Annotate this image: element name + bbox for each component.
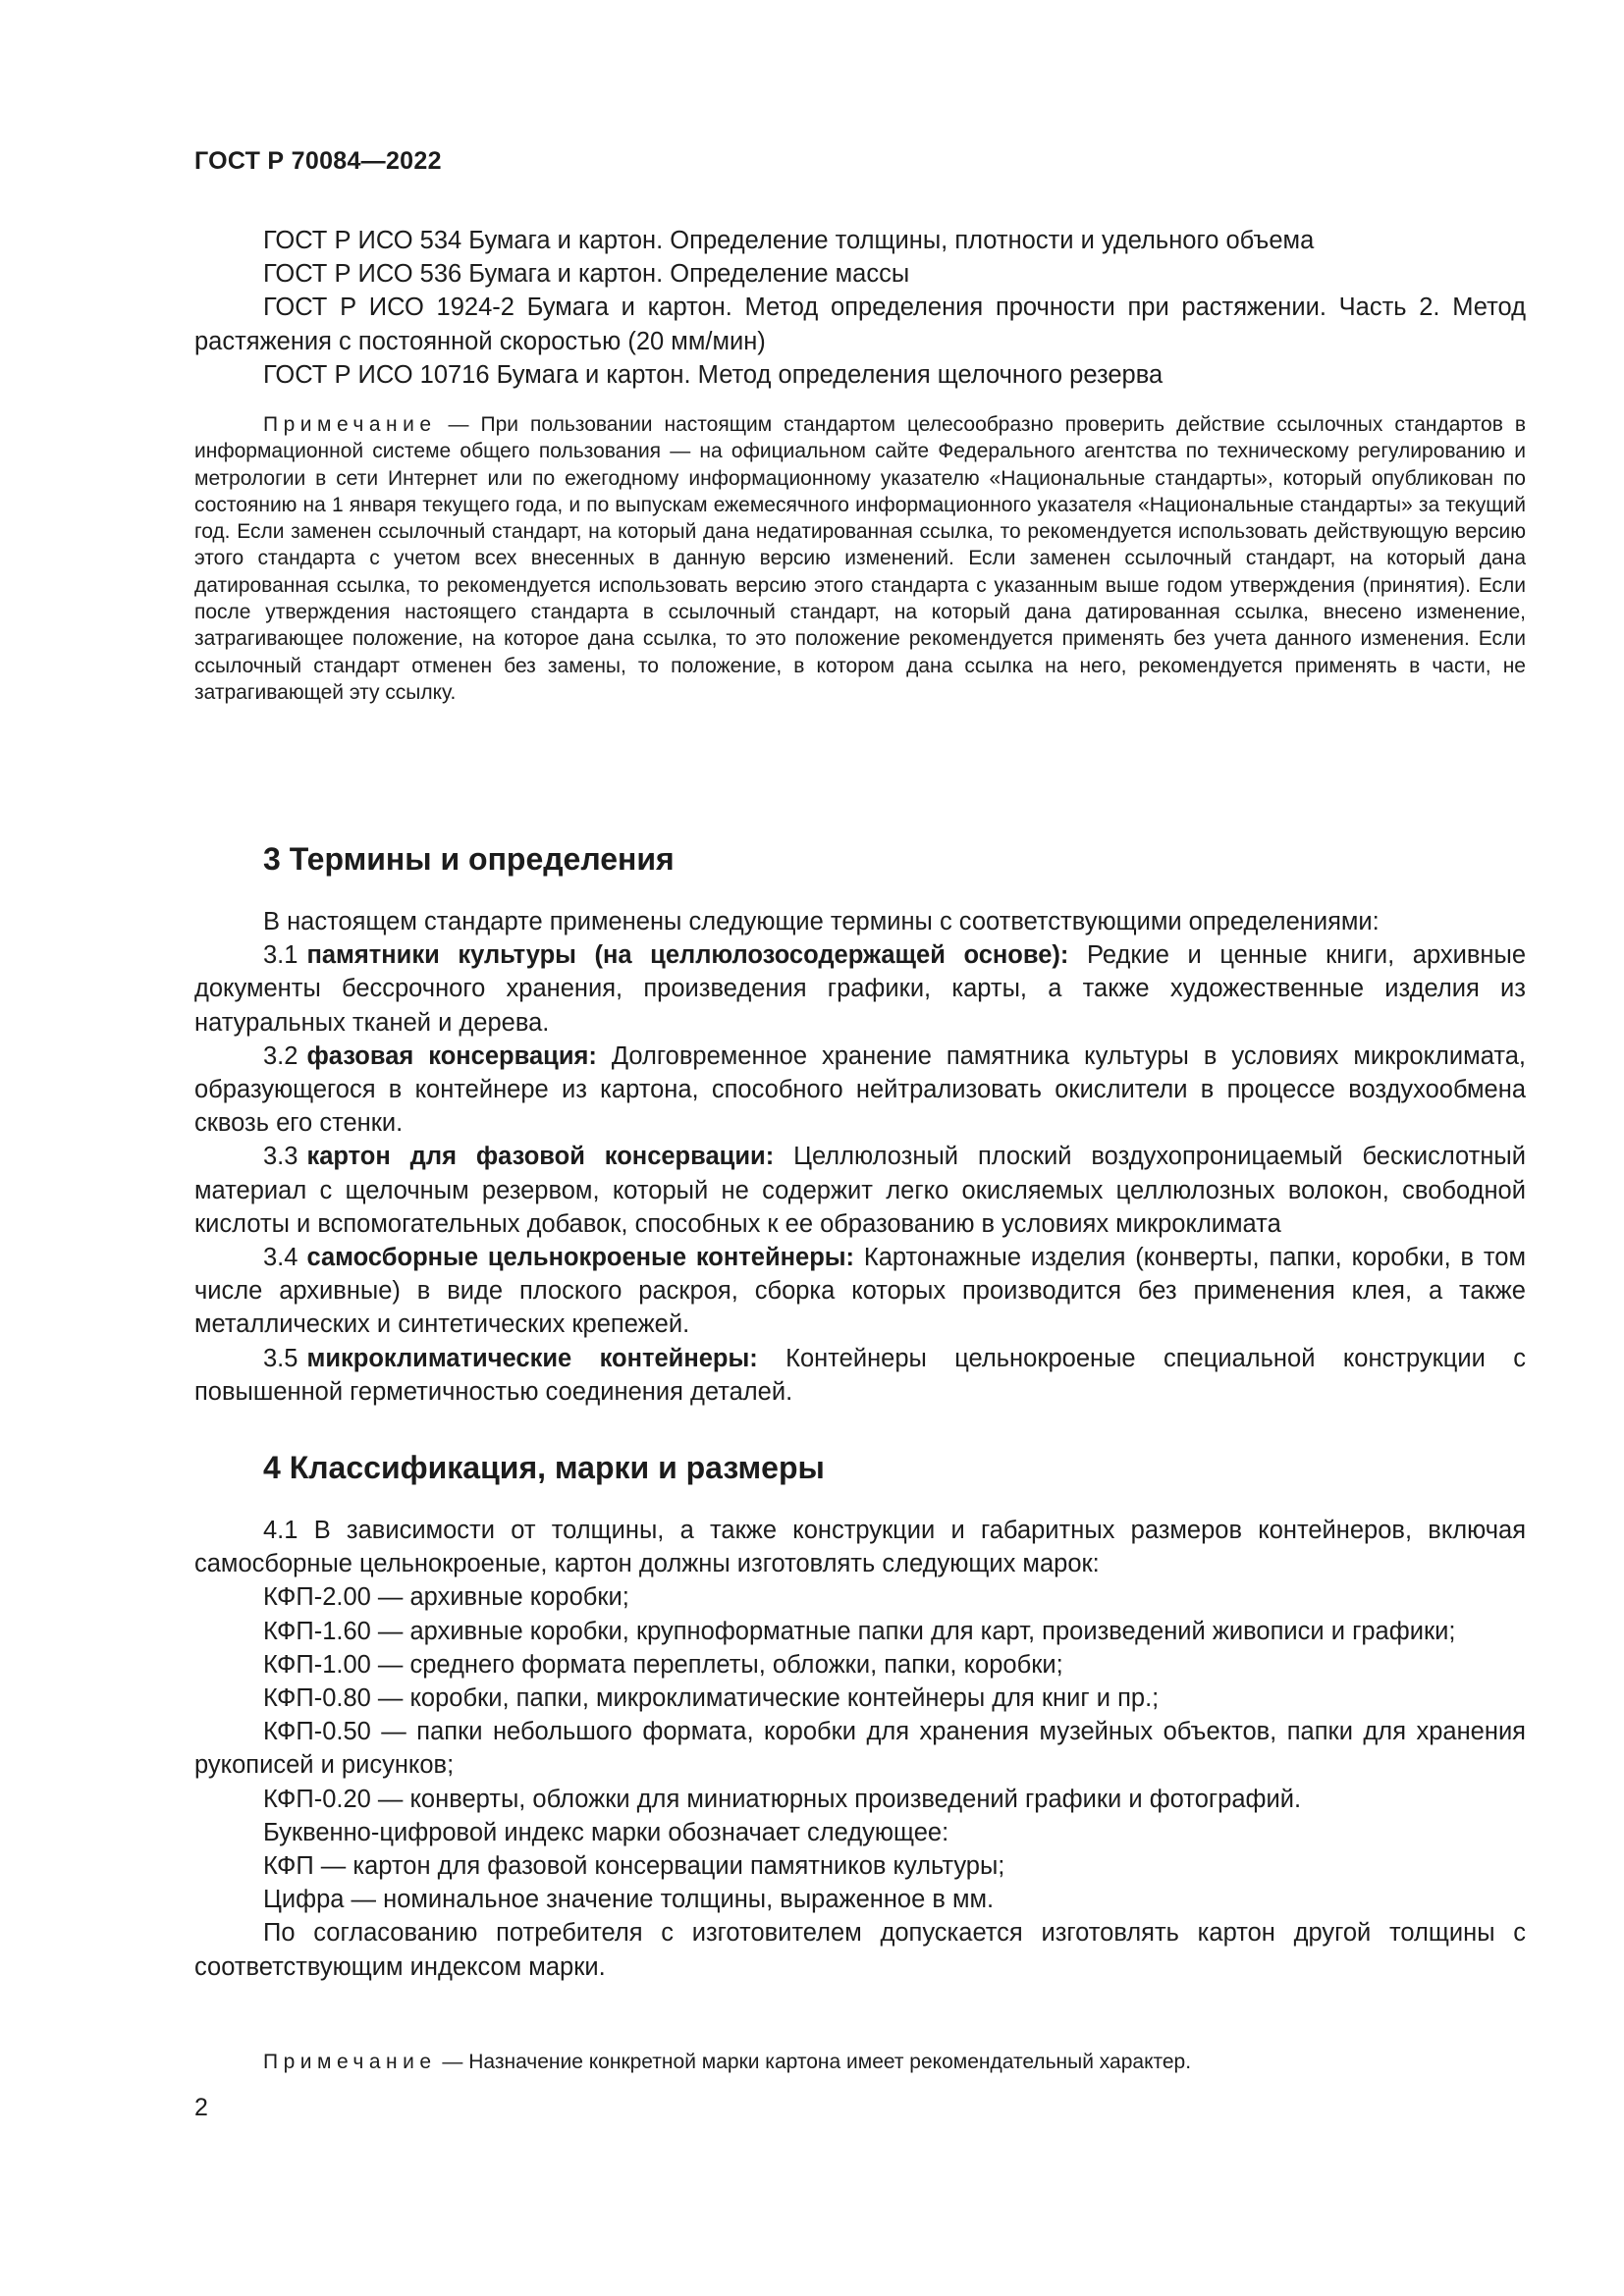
section-4-paragraph: По согласованию потребителя с изготовителем допускается изготовлять картон другой толщины с соответствующим индексом марки. [194,1919,1526,1981]
reference-item: ГОСТ Р ИСО 1924-2 Бумага и картон. Метод определения прочности при растяжении. Часть 2. Метод растяжения с постоянной скоростью (20 мм/мин) [194,294,1526,355]
note-text: — Назначение конкретной марки картона имеет рекомендательный характер. [436,2051,1192,2073]
section-4-title: 4 Классификация, марки и размеры [263,1450,825,1485]
grade-item: КФП-1.60 — архивные коробки, крупноформатные папки для карт, произведений живописи и графики; [263,1617,1456,1645]
section-3-body [194,905,1526,1409]
section-3-title: 3 Термины и определения [263,841,675,877]
grade-item: КФП-2.00 — архивные коробки; [263,1583,629,1612]
section-3-intro: В настоящем стандарте применены следующие термины с соответствующими определениями: [263,908,1380,935]
reference-item: ГОСТ Р ИСО 536 Бумага и картон. Определение массы [263,260,910,289]
note-text: — При пользовании настоящим стандартом целесообразно проверить действие ссылочных стандартов в информационной системе общего пользования — на официальном сайте Федерального агентства по техническому регулированию и метрологии в сети Интернет или по ежегодному информационному указателю «Национальные стандарты», который опубликован по состоянию на 1 января текущего года, и по выпускам ежемесячного информационного указателя «Национальные стандарты» за текущий год. Если заменен ссылочный стандарт, на который дана недатированная ссылка, то рекомендуется использовать действующую версию этого стандарта с учетом всех внесенных в данную версию изменений. Если заменен ссылочный стандарт, на который дана датированная ссылка, то рекомендуется использовать версию этого стандарта с указанным выше годом утверждения (принятия). Если после утверждения настоящего стандарта в ссылочный стандарт, на который дана датированная ссылка, внесено изменение, затрагивающее положение, на которое дана ссылка, то это положение рекомендуется применять без учета данного изменения. Если ссылочный стандарт отменен без замены, то положение, в котором дана ссылка на него, рекомендуется применять в части, не затрагивающей эту ссылку. [194,413,1526,704]
references-note [194,411,1526,706]
term-definition [194,1241,1526,1342]
term-text: Долговременное хранение памятника культуры в условиях микроклимата, образующегося в контейнере из картона, способного нейтрализовать окислители в процессе воздухообмена сквозь его стенки. [194,1041,1526,1138]
section-4-paragraph: КФП — картон для фазовой консервации памятников культуры; [263,1852,1005,1881]
term-number: 3.1 [263,941,298,970]
grade-item: КФП-0.80 — коробки, папки, микроклиматические контейнеры для книг и пр.; [263,1684,1160,1713]
term-name: самосборные цельнокроеные контейнеры: [306,1244,855,1272]
page-number: 2 [194,2094,208,2121]
term-name: памятники культуры (на целлюлозосодержащей основе): [306,941,1069,970]
term-number: 3.3 [263,1143,298,1171]
term-definition [194,1342,1526,1409]
reference-item: ГОСТ Р ИСО 534 Бумага и картон. Определение толщины, плотности и удельного объема [263,227,1315,254]
term-text: Контейнеры цельнокроеные специальной конструкции с повышенной герметичностью соединения деталей. [194,1344,1526,1406]
term-text: Целлюлозный плоский воздухопроницаемый бескислотный материал с щелочным резервом, который не содержит легко окисляемых целлюлозных волокон, свободной кислоты и вспомогательных добавок, способных к ее образованию в условиях микроклимата [194,1143,1526,1238]
term-definition [194,938,1526,1040]
section-4-paragraph: Цифра — номинальное значение толщины, выраженное в мм. [263,1886,995,1914]
term-definition [194,1140,1526,1241]
grade-note [263,2049,1191,2076]
document-header: ГОСТ Р 70084—2022 [194,147,442,175]
term-name: микроклиматические контейнеры: [306,1344,758,1372]
note-label: Примечание [263,2051,437,2073]
section-4-body [194,1514,1526,1984]
note-label: Примечание [263,413,437,436]
section-4-paragraph: Буквенно-цифровой индекс марки обозначает следующее: [263,1818,949,1846]
term-number: 3.5 [263,1344,298,1372]
term-text: Редкие и ценные книги, архивные документы бессрочного хранения, произведения графики, карты, а также художественные изделия из натуральных тканей и дерева. [194,941,1526,1037]
grade-item: КФП-1.00 — среднего формата переплеты, обложки, папки, коробки; [263,1650,1063,1679]
reference-item: ГОСТ Р ИСО 10716 Бумага и картон. Метод определения щелочного резерва [263,360,1164,389]
term-text: Картонажные изделия (конверты, папки, коробки, в том числе архивные) в виде плоского раскроя, сборка которых производится без применения клея, а также металлических и синтетических крепежей. [194,1244,1526,1339]
grade-item: КФП-0.20 — конверты, обложки для миниатюрных произведений графики и фотографий. [263,1785,1302,1813]
grade-item: КФП-0.50 — папки небольшого формата, коробки для хранения музейных объектов, папки для хранения рукописей и рисунков; [194,1718,1526,1780]
term-definition [194,1040,1526,1141]
term-name: фазовая консервация: [306,1041,597,1070]
term-name: картон для фазовой консервации: [306,1143,775,1171]
normative-references [194,224,1526,392]
term-number: 3.4 [263,1244,298,1272]
term-number: 3.2 [263,1041,298,1070]
section-4-paragraph: 4.1 В зависимости от толщины, а также конструкции и габаритных размеров контейнеров, включая самосборные цельнокроеные, картон должны изготовлять следующих марок: [194,1517,1526,1578]
